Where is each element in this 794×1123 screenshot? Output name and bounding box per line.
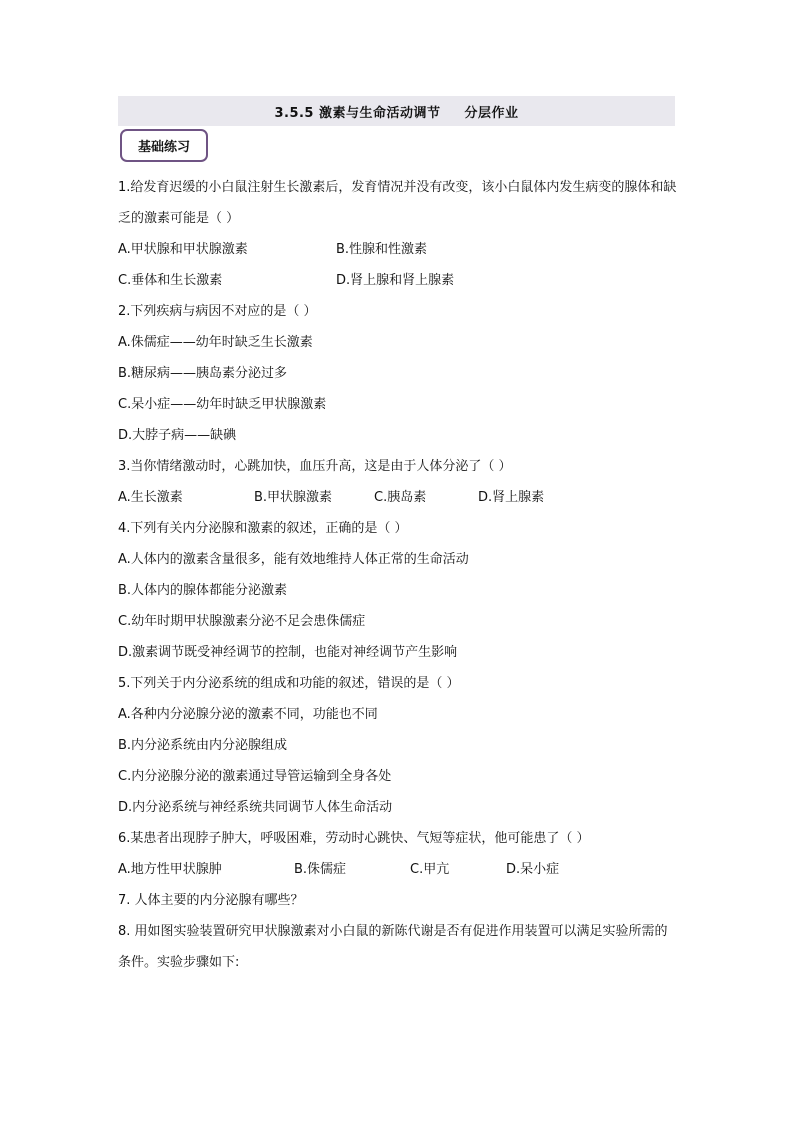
question-1-stem: 1.给发育迟缓的小白鼠注射生长激素后，发育情况并没有改变，该小白鼠体内发生病变的腺体和缺乏的激素可能是（ ） xyxy=(118,180,677,226)
question-1-options-row-1 xyxy=(118,234,678,265)
question-4-option-a: A.人体内的激素含量很多，能有效地维持人体正常的生命活动 xyxy=(118,552,469,567)
question-6-stem: 6.某患者出现脖子肿大，呼吸困难，劳动时心跳快、气短等症状，他可能患了（ ） xyxy=(118,831,590,846)
page-subtitle: 分层作业 xyxy=(464,105,519,121)
question-4-option-b: B.人体内的腺体都能分泌激素 xyxy=(118,583,288,598)
question-5-option-d: D.内分泌系统与神经系统共同调节人体生命活动 xyxy=(118,800,393,815)
question-4-stem: 4.下列有关内分泌腺和激素的叙述，正确的是（ ） xyxy=(118,521,408,536)
question-6-option-d: D.呆小症 xyxy=(506,862,560,877)
question-7-stem: 7. 人体主要的内分泌腺有哪些？ xyxy=(118,893,304,908)
question-6-options-row xyxy=(118,854,678,885)
question-3-stem: 3.当你情绪激动时，心跳加快，血压升高，这是由于人体分泌了（ ） xyxy=(118,459,512,474)
question-6-option-c: C.甲亢 xyxy=(410,862,450,877)
question-5-option-a: A.各种内分泌腺分泌的激素不同，功能也不同 xyxy=(118,707,378,722)
question-list xyxy=(118,172,678,978)
page-title: 3.5.5 激素与生命活动调节 xyxy=(274,105,441,121)
question-3-option-d: D.肾上腺素 xyxy=(478,490,545,505)
question-2-option-a: A.侏儒症——幼年时缺乏生长激素 xyxy=(118,335,313,350)
question-6-option-a: A.地方性甲状腺肿 xyxy=(118,862,222,877)
question-1-options-row-2 xyxy=(118,265,678,296)
question-1-option-c: C.垂体和生长激素 xyxy=(118,273,223,288)
question-4-option-d: D.激素调节既受神经调节的控制，也能对神经调节产生影响 xyxy=(118,645,458,660)
question-2-option-b: B.糖尿病——胰岛素分泌过多 xyxy=(118,366,288,381)
question-5-option-b: B.内分泌系统由内分泌腺组成 xyxy=(118,738,288,753)
question-3-options-row xyxy=(118,482,678,513)
question-5-option-c: C.内分泌腺分泌的激素通过导管运输到全身各处 xyxy=(118,769,392,784)
question-1-option-b: B.性腺和性激素 xyxy=(336,242,428,257)
question-8-stem: 8. 用如图实验装置研究甲状腺激素对小白鼠的新陈代谢是否有促进作用装置可以满足实验所需的条件。实验步骤如下: xyxy=(118,924,668,970)
header-bar xyxy=(118,96,675,126)
question-1-option-a: A.甲状腺和甲状腺激素 xyxy=(118,242,248,257)
question-2-stem: 2.下列疾病与病因不对应的是（ ） xyxy=(118,304,317,319)
question-4-option-c: C.幼年时期甲状腺激素分泌不足会患侏儒症 xyxy=(118,614,366,629)
question-3-option-c: C.胰岛素 xyxy=(374,490,427,505)
question-1-option-d: D.肾上腺和肾上腺素 xyxy=(336,273,455,288)
question-5-stem: 5.下列关于内分泌系统的组成和功能的叙述，错误的是（ ） xyxy=(118,676,460,691)
question-3-option-a: A.生长激素 xyxy=(118,490,183,505)
section-tag: 基础练习 xyxy=(120,129,208,162)
question-6-option-b: B.侏儒症 xyxy=(294,862,347,877)
question-3-option-b: B.甲状腺激素 xyxy=(254,490,333,505)
question-2-option-c: C.呆小症——幼年时缺乏甲状腺激素 xyxy=(118,397,327,412)
question-2-option-d: D.大脖子病——缺碘 xyxy=(118,428,237,443)
